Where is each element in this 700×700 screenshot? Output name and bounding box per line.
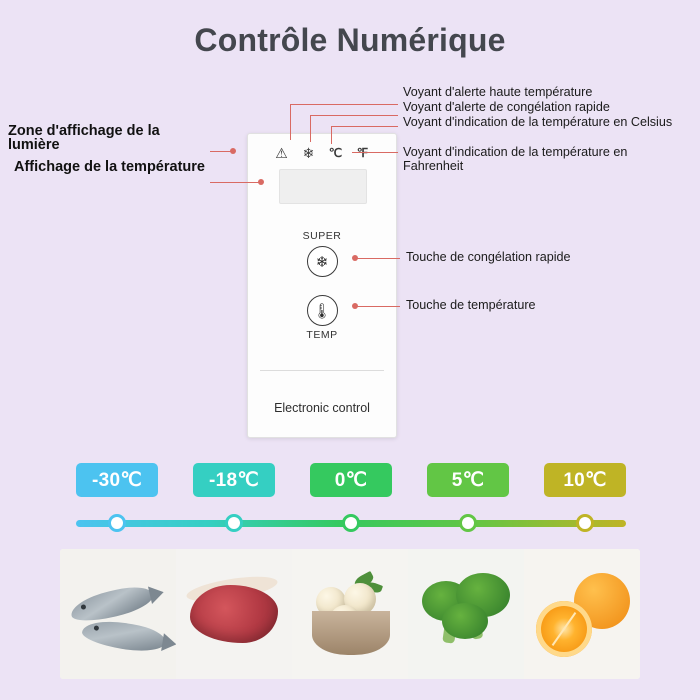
fish-photo (60, 549, 176, 679)
temperature-chip: -18℃ (193, 463, 275, 497)
super-label: SUPER (302, 230, 342, 242)
scale-node (459, 514, 477, 532)
food-photo-strip (60, 549, 640, 679)
temperature-chip: 0℃ (310, 463, 392, 497)
callout-light-zone: Zone d'affichage de la lumière (8, 123, 160, 153)
fast-freeze-alert-icon: ❄ (302, 145, 315, 161)
temperature-button-group[interactable] (248, 292, 396, 342)
callout-fast-freeze-alert: Voyant d'alerte de congélation rapide (403, 100, 610, 114)
temperature-chip: -30℃ (76, 463, 158, 497)
high-temperature-alert-icon: ⚠ (275, 145, 288, 161)
leader-line-fast-freeze-btn (355, 258, 400, 259)
leader-line-celsius-v (331, 126, 332, 144)
leader-line-celsius-h (331, 126, 398, 127)
temperature-chip: 5℃ (427, 463, 509, 497)
scale-node (342, 514, 360, 532)
page-title: Contrôle Numérique (194, 22, 506, 58)
snowflake-icon[interactable]: ❄ (307, 246, 338, 277)
panel-footer-label: Electronic control (274, 401, 370, 415)
oranges-photo (524, 549, 640, 679)
fast-freeze-button-group[interactable] (248, 230, 396, 280)
thermometer-icon[interactable]: 🌡 (307, 295, 338, 326)
scale-node (225, 514, 243, 532)
temperature-chip-row (76, 463, 626, 499)
callout-celsius-indicator: Voyant d'indication de la température en Celsius (403, 115, 673, 129)
control-panel (247, 133, 397, 438)
callout-fast-freeze-button: Touche de congélation rapide (406, 250, 571, 264)
callout-temperature-button: Touche de température (406, 298, 536, 312)
scale-node (108, 514, 126, 532)
leader-line-temp-display (210, 182, 262, 183)
celsius-indicator-icon: ℃ (328, 146, 343, 160)
callout-high-temperature-alert: Voyant d'alerte haute température (403, 85, 593, 99)
leader-line-light-zone (210, 151, 234, 152)
leader-line-warn-h (290, 104, 398, 105)
steak-photo (176, 549, 292, 679)
callout-temperature-display: Affichage de la température (14, 159, 205, 175)
leader-line-flake-v (310, 115, 311, 142)
temperature-display-screen (279, 169, 367, 204)
leader-line-warn-v (290, 104, 291, 140)
temperature-chip: 10℃ (544, 463, 626, 497)
temp-label: TEMP (306, 329, 338, 341)
leader-line-temp-btn (355, 306, 400, 307)
panel-divider (260, 370, 384, 371)
callout-fahrenheit-indicator: Voyant d'indication de la température en Fahrenheit (403, 145, 628, 173)
dumplings-bowl-photo (292, 549, 408, 679)
leader-line-fahrenheit-h (352, 152, 398, 153)
broccoli-photo (408, 549, 524, 679)
scale-node (576, 514, 594, 532)
leader-line-flake-h (310, 115, 398, 116)
